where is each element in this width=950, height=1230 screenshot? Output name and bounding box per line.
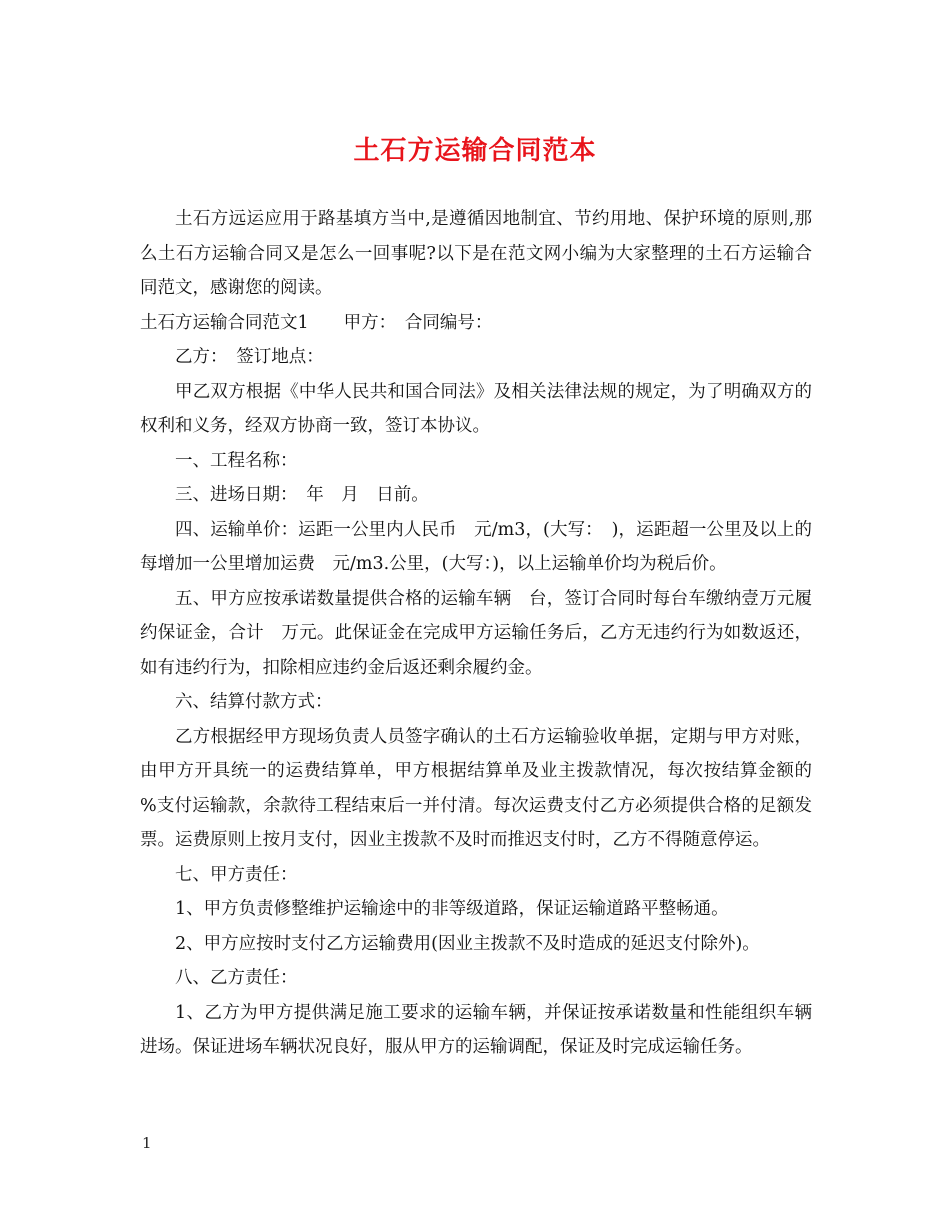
clause-party-b-heading: 八、乙方责任： [175,968,298,988]
clause-party-a-heading: 七、甲方责任： [175,864,298,885]
clause-project-name: 一、工程名称： [175,450,298,471]
clause-party-a-item-1: 1、甲方负责修整维护运输途中的非等级道路，保证运输道路平整畅通。 [175,899,729,919]
document-body [140,202,830,1065]
clause-party-a-item-2: 2、甲方应按时支付乙方运输费用(因业主拨款不及时造成的延迟支付除外)。 [175,933,760,954]
intro-paragraph: 土石方远运应用于路基填方当中,是遵循因地制宜、节约用地、保护环境的原则,那么土石方运输合同又是怎么一回事呢?以下是在范文网小编为大家整理的土石方运输合同范文，感谢您的阅读。 [140,209,812,298]
clause-settlement-body: 乙方根据经甲方现场负责人员签字确认的土石方运输验收单据，定期与甲方对账，由甲方开具统一的运费结算单，甲方根据结算单及业主拨款情况，每次按结算金额的 %支付运输款，余款待工程结束后一并付清。每次运费支付乙方必须提供合格的足额发票。运费原则上按月支付，因业主拨款不及时而推迟支付时，乙方不得随意停运。 [140,726,830,850]
clause-vehicles-deposit: 五、甲方应按承诺数量提供合格的运输车辆 台，签订合同时每台车缴纳壹万元履约保证金，合计 万元。此保证金在完成甲方运输任务后，乙方无违约行为如数返还，如有违约行为，扣除相应违约金后返还剩余履约金。 [140,588,812,678]
party-b-line: 乙方： 签订地点： [175,347,324,367]
contract-header-line: 土石方运输合同范文1 甲方： 合同编号： [140,312,493,333]
clause-settlement-heading: 六、结算付款方式： [175,692,333,712]
clause-party-b-item-1: 1、乙方为甲方提供满足施工要求的运输车辆，并保证按承诺数量和性能组织车辆进场。保证进场车辆状况良好，服从甲方的运输调配，保证及时完成运输任务。 [140,1002,812,1057]
page-number: 1 [142,1134,152,1152]
document-title: 土石方运输合同范本 [353,136,597,166]
clause-entry-date: 三、进场日期： 年 月 日前。 [175,485,429,505]
preamble-paragraph: 甲乙双方根据《中华人民共和国合同法》及相关法律法规的规定，为了明确双方的权利和义务，经双方协商一致，签订本协议。 [140,381,812,436]
clause-unit-price: 四、运输单价：运距一公里内人民币 元/m3，(大写： )，运距超一公里及以上的每增加一公里增加运费 元/m3.公里，(大写：)，以上运输单价均为税后价。 [140,519,812,574]
